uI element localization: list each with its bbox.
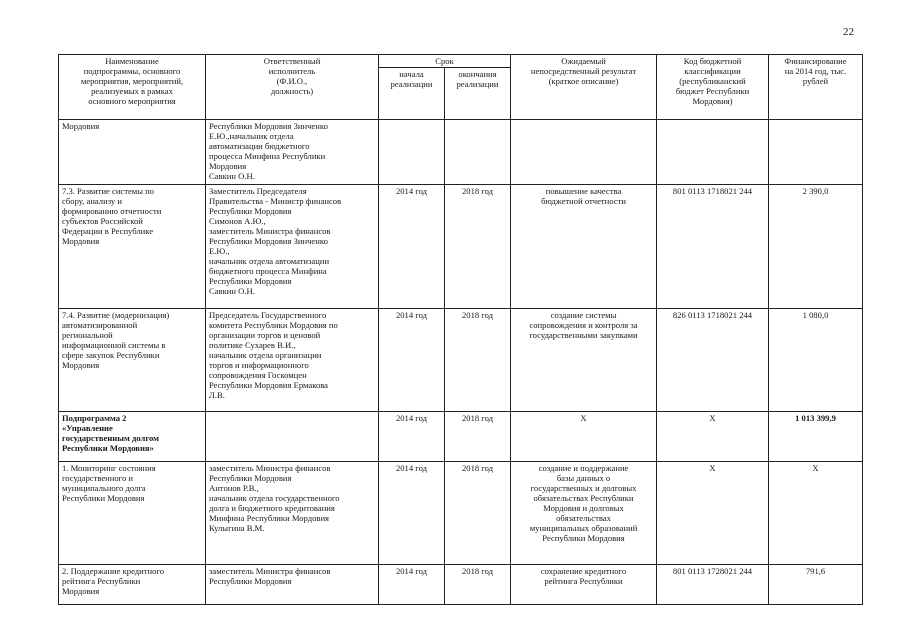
table-row — [59, 309, 863, 412]
cell-responsible: заместитель Министра финансов Республики Мордовия Антонов Р.В., начальник отдела государственного долга и бюджетного кредитования Минфина Республики Мордовия Кулыгина В.М. — [206, 462, 379, 565]
header-name: Наименование подпрограммы, основного мероприятия, мероприятий, реализуемых в рамках основного мероприятия — [59, 55, 206, 120]
cell-code: 826 0113 1718021 244 — [657, 309, 769, 412]
cell-end: 2018 год — [445, 462, 511, 565]
cell-start: 2014 год — [379, 412, 445, 462]
cell-name: 7.4. Развитие (модернизация) автоматизированной региональной информационной системы в сфере закупок Республики Мордовия — [59, 309, 206, 412]
cell-name: 2. Поддержание кредитного рейтинга Республики Мордовия — [59, 565, 206, 605]
cell-responsible: Заместитель Председателя Правительства - Министр финансов Республики Мордовия Симонов А.Ю., заместитель Министра финансов Республики Мордовия Зинченко Е.Ю., начальник отдела автоматизации бюджетного процесса Минфина Республики Мордовия Савкин О.Н. — [206, 185, 379, 309]
cell-end: 2018 год — [445, 309, 511, 412]
cell-responsible — [206, 412, 379, 462]
header-responsible: Ответственный исполнитель (Ф.И.О., должность) — [206, 55, 379, 120]
cell-start: 2014 год — [379, 185, 445, 309]
cell-end: 2018 год — [445, 565, 511, 605]
table-row — [59, 120, 863, 185]
cell-name: Мордовия — [59, 120, 206, 185]
cell-result: создание и поддержание базы данных о государственных и долговых обязательствах Республики Мордовия и долговых обязательствах муниципальных образований Республики Мордовия — [511, 462, 657, 565]
cell-name: 1. Мониторинг состояния государственного и муниципального долга Республики Мордовия — [59, 462, 206, 565]
header-result: Ожидаемый непосредственный результат (краткое описание) — [511, 55, 657, 120]
cell-end: 2018 год — [445, 412, 511, 462]
cell-responsible: Председатель Государственного комитета Республики Мордовия по организации торгов и ценовой политике Сухарев В.И., начальник отдела организации торгов и информационного сопровождения Госкомцен Республики Мордовия Ермакова Л.В. — [206, 309, 379, 412]
cell-funding — [769, 120, 863, 185]
cell-code: Х — [657, 462, 769, 565]
cell-funding: 2 390,0 — [769, 185, 863, 309]
cell-funding: 791,6 — [769, 565, 863, 605]
header-funding: Финансирование на 2014 год, тыс. рублей — [769, 55, 863, 120]
cell-end — [445, 120, 511, 185]
cell-code: Х — [657, 412, 769, 462]
cell-code: 801 0113 1718021 244 — [657, 185, 769, 309]
table-row-subprogram — [59, 412, 863, 462]
header-start: начала реализации — [379, 68, 445, 120]
cell-name: Подпрограмма 2 «Управление государственным долгом Республики Мордовия» — [59, 412, 206, 462]
cell-result: создание системы сопровождения и контроля за государственными закупками — [511, 309, 657, 412]
cell-funding: Х — [769, 462, 863, 565]
table-row — [59, 185, 863, 309]
header-end: окончания реализации — [445, 68, 511, 120]
cell-start: 2014 год — [379, 309, 445, 412]
cell-code — [657, 120, 769, 185]
table-row — [59, 565, 863, 605]
cell-funding: 1 080,0 — [769, 309, 863, 412]
header-code: Код бюджетной классификации (республиканский бюджет Республики Мордовия) — [657, 55, 769, 120]
cell-result: повышение качества бюджетной отчетности — [511, 185, 657, 309]
cell-responsible: заместитель Министра финансов Республики Мордовия — [206, 565, 379, 605]
cell-start: 2014 год — [379, 565, 445, 605]
cell-result — [511, 120, 657, 185]
cell-start: 2014 год — [379, 462, 445, 565]
program-table — [58, 54, 863, 605]
cell-result: сохранение кредитного рейтинга Республики — [511, 565, 657, 605]
cell-result: Х — [511, 412, 657, 462]
cell-start — [379, 120, 445, 185]
cell-name: 7.3. Развитие системы по сбору, анализу и формированию отчетности субъектов Российской Федерации в Республике Мордовия — [59, 185, 206, 309]
header-term: Срок — [379, 55, 511, 68]
cell-end: 2018 год — [445, 185, 511, 309]
cell-code: 801 0113 1728021 244 — [657, 565, 769, 605]
table-row — [59, 462, 863, 565]
cell-responsible: Республики Мордовия Зинченко Е.Ю.,начальник отдела автоматизации бюджетного процесса Минфина Республики Мордовия Савкин О.Н. — [206, 120, 379, 185]
cell-funding: 1 013 399,9 — [769, 412, 863, 462]
page-number: 22 — [843, 26, 854, 38]
